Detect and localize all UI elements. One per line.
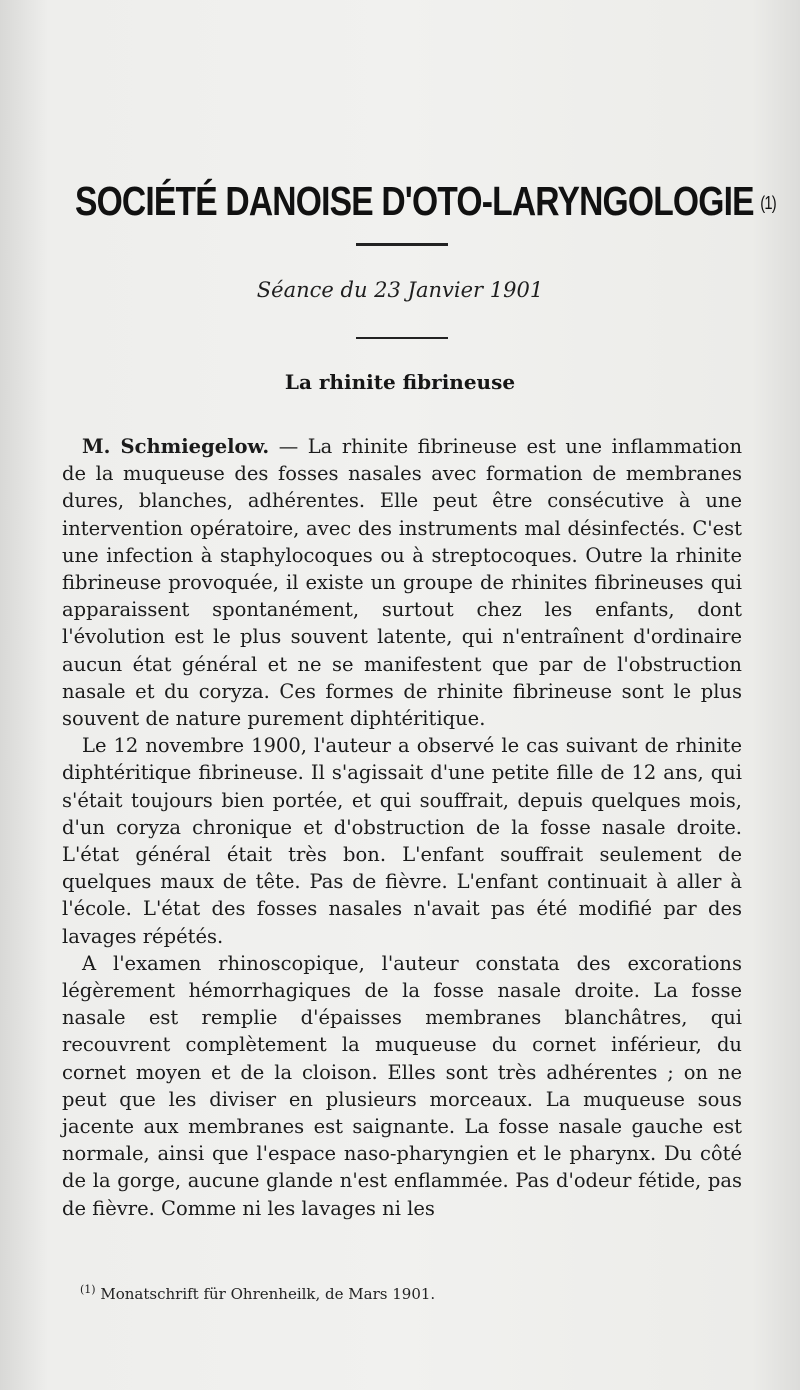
footnote-text: Monatschrift für Ohrenheilk, de Mars 1901. [100,1285,436,1303]
session-date: Séance du 23 Janvier 1901 [256,278,544,302]
footnote-marker: (1) [80,1283,96,1296]
footnote [80,1283,760,1303]
title-text: SOCIÉTÉ DANOISE D'OTO-LARYNGOLOGIE [75,178,754,224]
article-subtitle: La rhinite fibrineuse [284,370,516,394]
page-title [75,178,776,225]
paragraph-1-text: — La rhinite fibrineuse est une inflammation de la muqueuse des fosses nasales avec formation de membranes dures, blanches, adhérentes. Elle peut être consécutive à une intervention opératoire, avec des instruments mal désinfectés. C'est une infection à staphylocoques ou à streptocoques. Outre la rhinite fibrineuse provoquée, il existe un groupe de rhinites fibrineuses qui apparaissent spontanément, surtout chez les enfants, dont l'évolution est le plus souvent latente, qui n'entraînent d'ordinaire aucun état général et ne se manifestent que par de l'obstruction nasale et du coryza. Ces formes de rhinite fibrineuse sont le plus souvent de nature purement diphtéritique. [62,435,743,731]
paragraph-3: A l'examen rhinoscopique, l'auteur constata des excorations légèrement hémorrhagiques de la fosse nasale droite. La fosse nasale est remplie d'épaisses membranes blanchâtres, qui recouvrent complètement la muqueuse du cornet inférieur, du cornet moyen et de la cloison. Elles sont très adhérentes ; on ne peut que les diviser en plusieurs morceaux. La muqueuse sous jacente aux membranes est saignante. La fosse nasale gauche est normale, ainsi que l'espace naso-pharyngien et le pharynx. Du côté de la gorge, aucune glande n'est enflammée. Pas d'odeur fétide, pas de fièvre. Comme ni les lavages ni les [62,951,742,1220]
paragraph-2: Le 12 novembre 1900, l'auteur a observé le cas suivant de rhinite diphtéritique fibrineuse. Il s'agissait d'une petite fille de 12 ans, qui s'était toujours bien portée, et qui souffrait, depuis quelques mois, d'un coryza chronique et d'obstruction de la fosse nasale droite. L'état général était très bon. L'enfant souffrait seulement de quelques maux de tête. Pas de fièvre. L'enfant continuait à aller à l'école. L'état des fosses nasales n'avait pas été modifié par des lavages répétés. [62,734,742,948]
speaker-name: M. Schmiegelow. [82,435,270,458]
title-divider [356,243,448,246]
article-body [62,433,742,1222]
title-footnote-marker: (1) [760,193,776,213]
session-divider [356,337,448,339]
paragraph-1 [62,433,742,732]
